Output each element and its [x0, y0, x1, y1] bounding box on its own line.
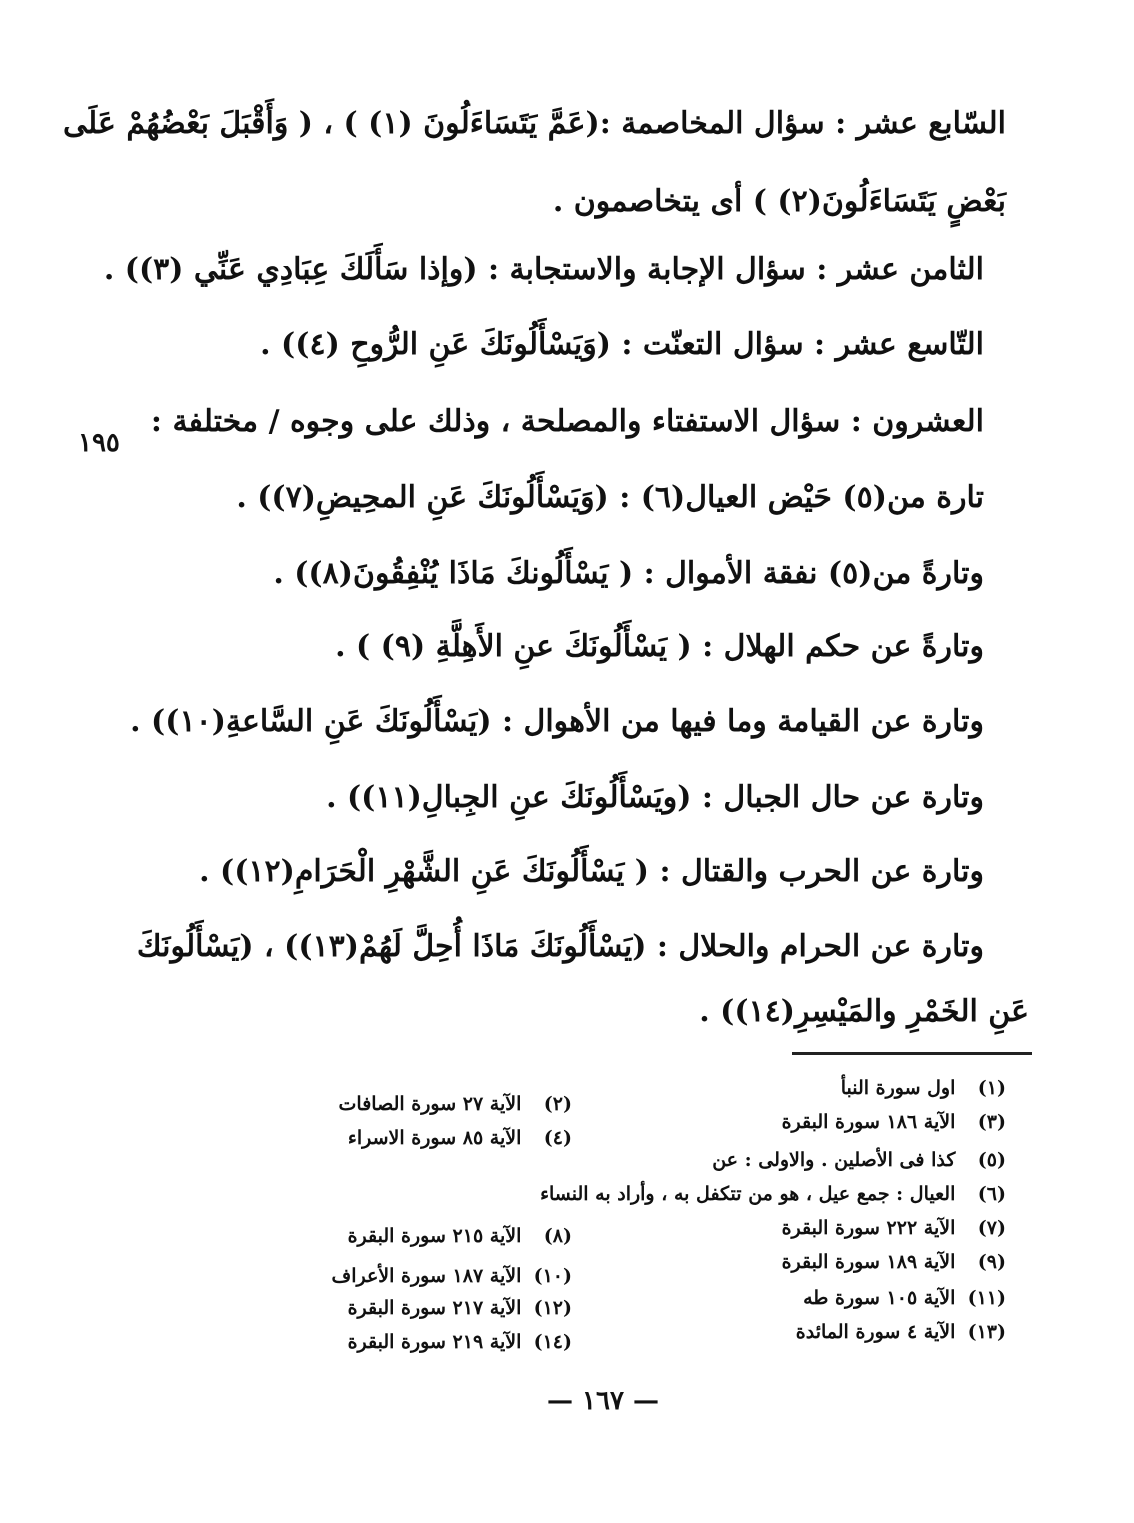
body-line-3: الثامن عشر : سؤال الإجابة والاستجابة : (وإذا سَأَلَكَ عِبَادِي عَنِّي (٣)) .	[103, 252, 984, 287]
footnote-text: الآية ٨٥ سورة الاسراء	[347, 1127, 522, 1149]
footnote-number: (٦)	[977, 1183, 1006, 1205]
footnote-number: (١١)	[967, 1287, 1006, 1309]
footnote-text: الآية ٢٢٢ سورة البقرة	[781, 1217, 956, 1239]
footnote-3	[782, 1108, 1006, 1136]
margin-page-reference: ١٩٥	[78, 428, 120, 458]
body-line-4: التّاسع عشر : سؤال التعنّت : (وَيَسْأَلُونَكَ عَنِ الرُّوحِ (٤)) .	[260, 327, 984, 362]
footnote-text: الآية ٢١٩ سورة البقرة	[347, 1331, 522, 1353]
footnote-number: (٣)	[977, 1111, 1006, 1133]
footnote-number: (١٣)	[967, 1321, 1006, 1343]
body-line-2: بَعْضٍ يَتَسَاءَلُونَ(٢) ) أى يتخاصمون .	[552, 184, 1006, 219]
footnote-number: (٢)	[543, 1093, 572, 1115]
footnote-4	[348, 1124, 572, 1152]
footnote-text: العيال : جمع عيل ، هو من تتكفل به ، وأراد به النساء	[540, 1183, 956, 1205]
footnote-text: الآية ١٠٥ سورة طه	[803, 1287, 956, 1309]
footnote-text: الآية ٢١٥ سورة البقرة	[347, 1225, 522, 1247]
footnote-number: (٩)	[977, 1251, 1006, 1273]
footnote-number: (٤)	[543, 1127, 572, 1149]
footnote-13	[796, 1318, 1006, 1346]
footnote-number: (١)	[977, 1077, 1006, 1099]
body-line-6: تارة من(٥) حَيْض العيال(٦) : (وَيَسْأَلُونَكَ عَنِ المحِيضِ(٧)) .	[236, 480, 984, 515]
body-line-12: وتارة عن الحرام والحلال : (يَسْأَلُونَكَ مَاذَا أُحِلَّ لَهُمْ(١٣)) ، (يَسْأَلُونَكَ	[136, 929, 984, 964]
footnote-11	[803, 1284, 1006, 1312]
body-line-1: السّابع عشر : سؤال المخاصمة :(عَمَّ يَتَسَاءَلُونَ (١) ) ، ( وَأَقْبَلَ بَعْضُهُمْ عَلَى	[63, 106, 1006, 141]
footnote-number: (٧)	[977, 1217, 1006, 1239]
footnote-14	[348, 1328, 572, 1356]
footnote-6	[540, 1180, 1006, 1208]
footnote-2	[339, 1090, 572, 1118]
footnote-number: (١٢)	[533, 1297, 572, 1319]
footnote-7	[782, 1214, 1006, 1242]
footnote-text: الآية ٢٧ سورة الصافات	[338, 1093, 522, 1115]
footnote-text: الآية ٢١٧ سورة البقرة	[347, 1297, 522, 1319]
footnote-text: الآية ١٨٧ سورة الأعراف	[331, 1265, 522, 1287]
footnote-separator	[792, 1052, 1032, 1055]
footnote-text: كذا فى الأصلين . والاولى : عن	[712, 1149, 956, 1171]
body-line-10: وتارة عن حال الجبال : (ويَسْأَلُونَكَ عنِ الجِبالِ(١١)) .	[326, 780, 984, 815]
footnote-text: الآية ١٨٩ سورة البقرة	[781, 1251, 956, 1273]
body-line-5: العشرون : سؤال الاستفتاء والمصلحة ، وذلك على وجوه / مختلفة :	[150, 404, 984, 439]
body-line-7: وتارةً من(٥) نفقة الأموال : ( يَسْأَلُونكَ مَاذَا يُنْفِقُونَ(٨)) .	[273, 556, 984, 591]
footnote-number: (٨)	[543, 1225, 572, 1247]
footnote-9	[782, 1248, 1006, 1276]
footnote-number: (١٠)	[533, 1265, 572, 1287]
footnote-number: (٥)	[977, 1149, 1006, 1171]
footnote-12	[348, 1294, 572, 1322]
footnote-number: (١٤)	[533, 1331, 572, 1353]
footnote-text: الآية ١٨٦ سورة البقرة	[781, 1111, 956, 1133]
body-line-11: وتارة عن الحرب والقتال : ( يَسْأَلُونَكَ عَنِ الشَّهْرِ الْحَرَامِ(١٢)) .	[199, 854, 984, 889]
footnote-text: اول سورة النبأ	[840, 1077, 956, 1099]
body-line-9: وتارة عن القيامة وما فيها من الأهوال : (يَسْأَلُونَكَ عَنِ السَّاعةِ(١٠)) .	[130, 704, 984, 739]
footnote-8	[348, 1222, 572, 1250]
body-line-8: وتارةً عن حكم الهلال : ( يَسْأَلُونَكَ عنِ الأَهِلَّةِ (٩) ) .	[335, 629, 984, 664]
footnote-5	[712, 1146, 1006, 1174]
body-line-13: عَنِ الخَمْرِ والمَيْسِرِ(١٤)) .	[699, 994, 1029, 1029]
footnote-10	[332, 1262, 572, 1290]
footnote-text: الآية ٤ سورة المائدة	[795, 1321, 956, 1343]
footnote-1	[841, 1074, 1006, 1102]
page-number: — ١٦٧ —	[546, 1386, 660, 1416]
